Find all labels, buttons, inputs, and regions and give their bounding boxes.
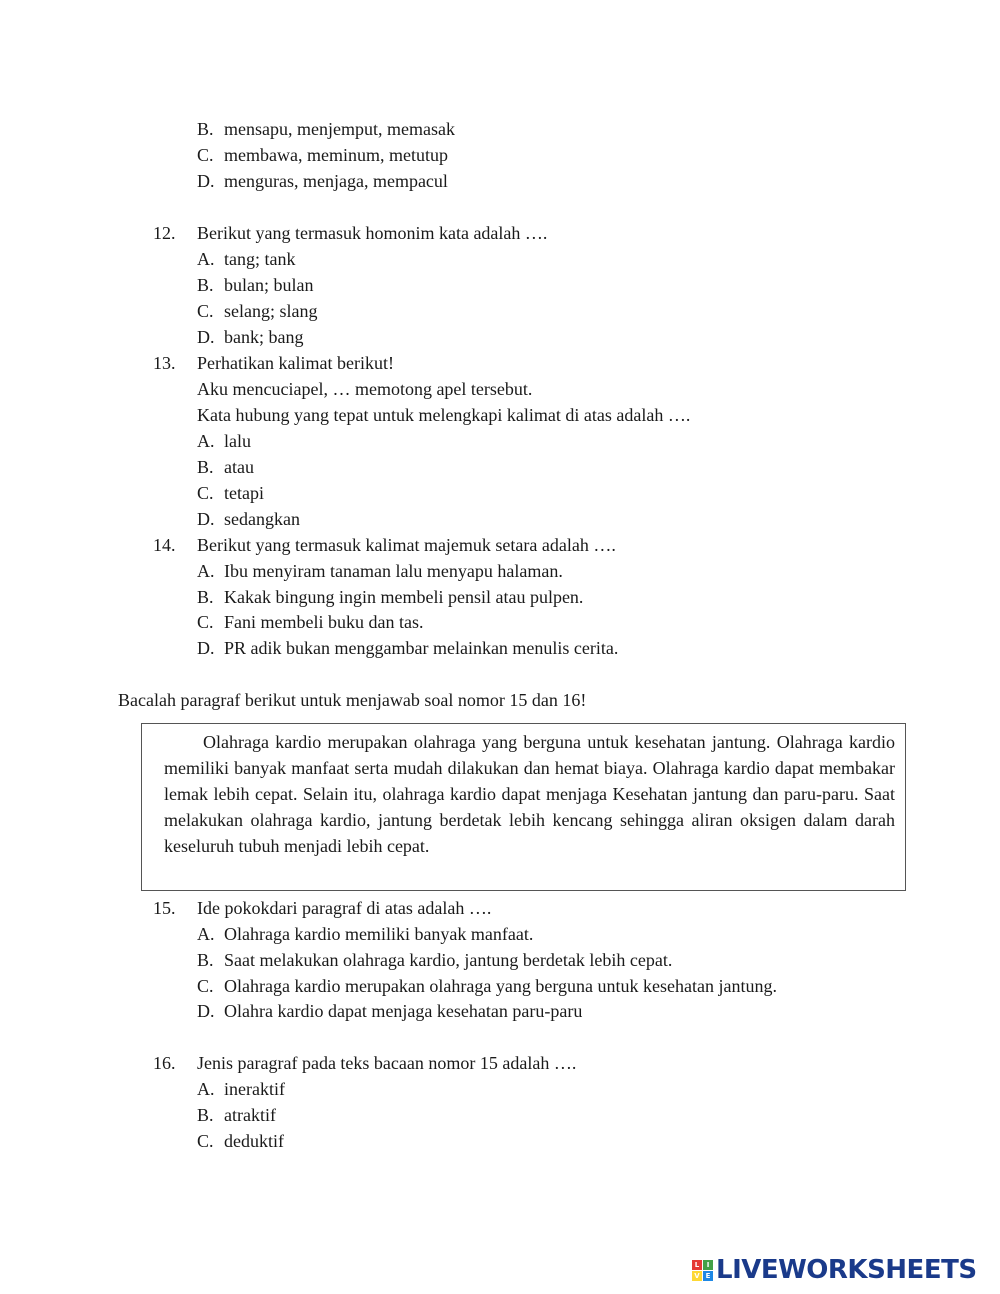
- option-text: PR adik bukan menggambar melainkan menulis cerita.: [224, 638, 619, 658]
- q14-number: 14.: [153, 535, 176, 555]
- q12-option-c[interactable]: [197, 300, 317, 322]
- mark-tile: E: [703, 1271, 713, 1281]
- option-text: Olahra kardio dapat menjaga kesehatan paru-paru: [224, 1001, 583, 1021]
- option-letter: C.: [197, 145, 214, 165]
- option-letter: A.: [197, 431, 215, 451]
- q13-option-d[interactable]: [197, 508, 300, 530]
- q16-option-a[interactable]: [197, 1078, 285, 1100]
- option-letter: C.: [197, 1131, 214, 1151]
- option-text: bank; bang: [224, 327, 304, 347]
- option-letter: C.: [197, 976, 214, 996]
- option-letter: D.: [197, 171, 215, 191]
- q11-option-c[interactable]: [197, 144, 448, 166]
- q16-question: Jenis paragraf pada teks bacaan nomor 15 adalah ….: [197, 1053, 577, 1073]
- q15-option-c[interactable]: [197, 975, 777, 997]
- option-text: membawa, meminum, metutup: [224, 145, 448, 165]
- option-letter: D.: [197, 1001, 215, 1021]
- q13-option-b[interactable]: [197, 456, 254, 478]
- q14-option-a[interactable]: [197, 560, 563, 582]
- q14-option-b[interactable]: [197, 586, 583, 608]
- q16-option-c[interactable]: [197, 1130, 284, 1152]
- option-letter: A.: [197, 1079, 215, 1099]
- option-text: Saat melakukan olahraga kardio, jantung berdetak lebih cepat.: [224, 950, 673, 970]
- liveworksheets-mark-icon: [692, 1260, 713, 1281]
- option-text: atraktif: [224, 1105, 276, 1125]
- option-text: deduktif: [224, 1131, 284, 1151]
- option-letter: B.: [197, 275, 214, 295]
- q12-number: 12.: [153, 223, 176, 243]
- q13-option-a[interactable]: [197, 430, 251, 452]
- q16-number: 16.: [153, 1053, 176, 1073]
- option-text: tang; tank: [224, 249, 296, 269]
- q13-sentence: Aku mencuciapel, … memotong apel tersebut.: [197, 379, 533, 399]
- liveworksheets-logo[interactable]: [692, 1255, 977, 1285]
- option-text: lalu: [224, 431, 251, 451]
- option-letter: A.: [197, 561, 215, 581]
- option-text: sedangkan: [224, 509, 300, 529]
- option-text: Kakak bingung ingin membeli pensil atau pulpen.: [224, 587, 584, 607]
- mark-tile: I: [703, 1260, 713, 1270]
- option-letter: A.: [197, 924, 215, 944]
- option-text: Fani membeli buku dan tas.: [224, 612, 424, 632]
- option-letter: D.: [197, 327, 215, 347]
- option-letter: C.: [197, 301, 214, 321]
- option-letter: A.: [197, 249, 215, 269]
- mark-tile: L: [692, 1260, 702, 1270]
- mark-tile: V: [692, 1271, 702, 1281]
- q11-option-d[interactable]: [197, 170, 448, 192]
- option-text: bulan; bulan: [224, 275, 314, 295]
- option-letter: B.: [197, 119, 214, 139]
- option-text: menguras, menjaga, mempacul: [224, 171, 448, 191]
- option-text: selang; slang: [224, 301, 318, 321]
- q13-option-c[interactable]: [197, 482, 264, 504]
- q15-number: 15.: [153, 898, 176, 918]
- q14-question: Berikut yang termasuk kalimat majemuk setara adalah ….: [197, 535, 616, 555]
- q11-option-b[interactable]: [197, 118, 455, 140]
- reading-intro: Bacalah paragraf berikut untuk menjawab soal nomor 15 dan 16!: [118, 690, 587, 710]
- option-text: atau: [224, 457, 254, 477]
- reading-passage: Olahraga kardio merupakan olahraga yang berguna untuk kesehatan jantung. Olahraga kardio memiliki banyak manfaat serta mudah dilakukan dan hemat biaya. Olahraga kardio dapat membakar lemak lebih cepat. Selain itu, olahraga kardio dapat menjaga Kesehatan jantung dan paru-paru. Saat melakukan olahraga kardio, jantung berdetak lebih kencang sehingga aliran oksigen dalam darah keseluruh tubuh menjadi lebih cepat.: [164, 732, 895, 856]
- q15-option-b[interactable]: [197, 949, 672, 971]
- option-letter: D.: [197, 638, 215, 658]
- option-letter: B.: [197, 1105, 214, 1125]
- q14-option-c[interactable]: [197, 611, 423, 633]
- option-letter: C.: [197, 612, 214, 632]
- option-text: Ibu menyiram tanaman lalu menyapu halaman.: [224, 561, 563, 581]
- q12-question: Berikut yang termasuk homonim kata adalah ….: [197, 223, 548, 243]
- q12-option-d[interactable]: [197, 326, 303, 348]
- option-text: mensapu, menjemput, memasak: [224, 119, 455, 139]
- option-text: Olahraga kardio memiliki banyak manfaat.: [224, 924, 534, 944]
- q13-question: Perhatikan kalimat berikut!: [197, 353, 394, 373]
- option-letter: B.: [197, 950, 214, 970]
- q12-option-b[interactable]: [197, 274, 313, 296]
- q15-option-a[interactable]: [197, 923, 533, 945]
- option-letter: D.: [197, 509, 215, 529]
- brand-name: LIVEWORKSHEETS: [716, 1255, 977, 1285]
- q13-number: 13.: [153, 353, 176, 373]
- option-text: Olahraga kardio merupakan olahraga yang berguna untuk kesehatan jantung.: [224, 976, 777, 996]
- q14-option-d[interactable]: [197, 637, 618, 659]
- q15-question: Ide pokokdari paragraf di atas adalah ….: [197, 898, 492, 918]
- option-letter: B.: [197, 587, 214, 607]
- option-text: ineraktif: [224, 1079, 285, 1099]
- q15-option-d[interactable]: [197, 1000, 582, 1022]
- q12-option-a[interactable]: [197, 248, 295, 270]
- option-letter: B.: [197, 457, 214, 477]
- q13-instruction: Kata hubung yang tepat untuk melengkapi kalimat di atas adalah ….: [197, 405, 691, 425]
- option-text: tetapi: [224, 483, 264, 503]
- option-letter: C.: [197, 483, 214, 503]
- q16-option-b[interactable]: [197, 1104, 276, 1126]
